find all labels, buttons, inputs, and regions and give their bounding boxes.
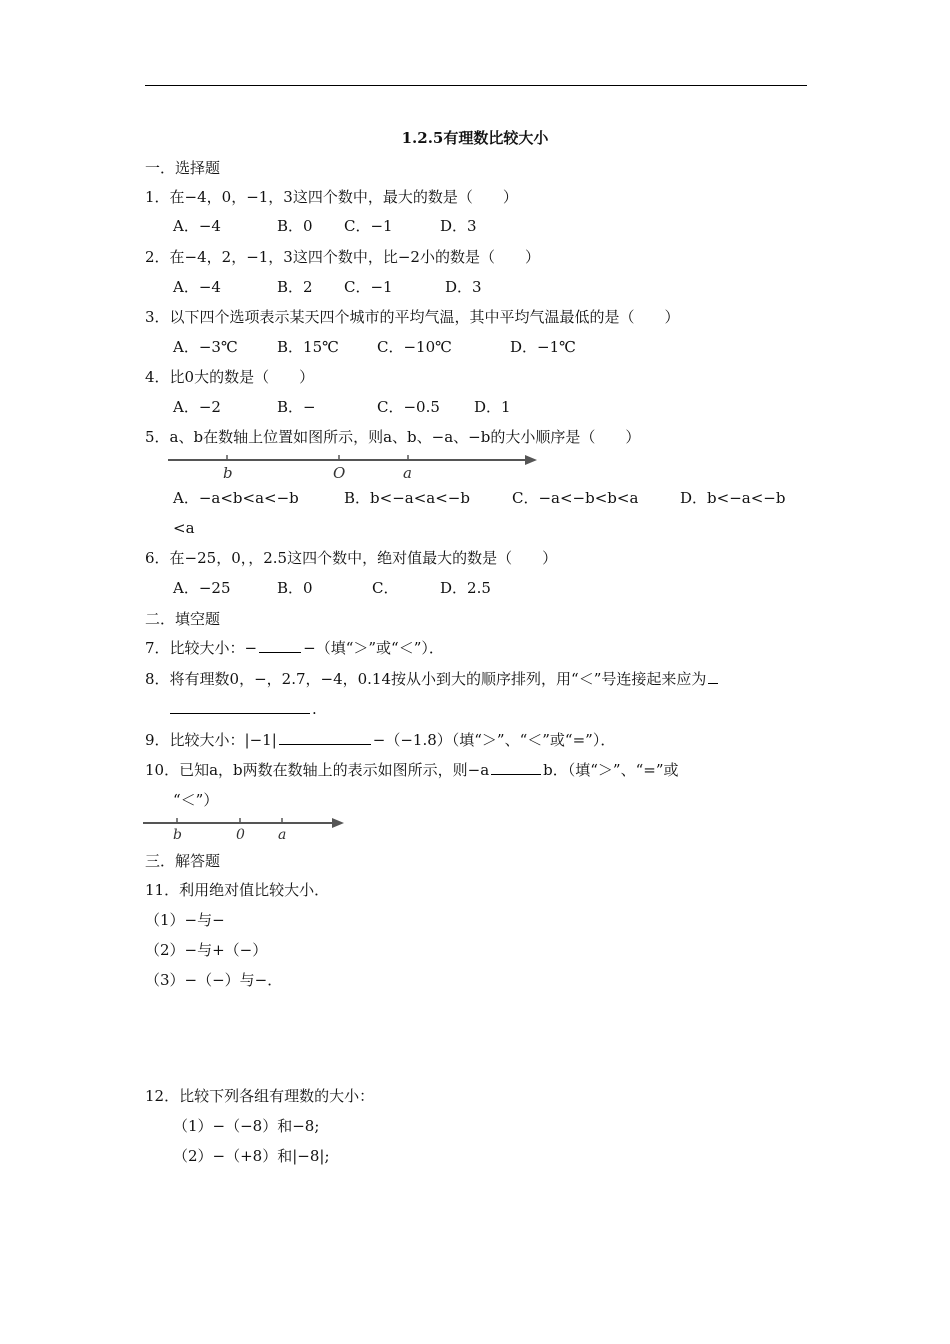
q5-option-b: B．b<−a<a<−b [344, 489, 470, 507]
q7-pre: 7．比较大小：− [145, 639, 258, 657]
q10-number-line [140, 812, 350, 842]
q11-stem: 11．利用绝对值比较大小． [145, 881, 330, 899]
q2-option-b: B．2 [277, 278, 313, 296]
q4-option-a: A．−2 [173, 398, 221, 416]
q11-part-1: （1）−与− [145, 911, 225, 929]
q6-option-b: B．0 [277, 579, 313, 597]
q7-answer-blank[interactable] [259, 638, 301, 653]
q4-option-b: B．− [277, 398, 316, 416]
q12-stem: 12．比较下列各组有理数的大小： [145, 1087, 375, 1105]
q8-line1 [145, 669, 720, 689]
q10-line2: “＜”） [173, 791, 219, 809]
q6-option-d: D．2.5 [440, 579, 491, 597]
q7-post: −（填“＞”或“＜”）． [303, 639, 444, 657]
page-title: 1.2.5有理数比较大小 [401, 129, 549, 147]
q1-option-d: D．3 [440, 217, 477, 235]
q12-part-2: （2）−（+8）和|−8|; [173, 1147, 330, 1165]
q11-part-2: （2）−与+（−） [145, 941, 268, 959]
q10-post: b．（填“＞”、“=”或 [543, 761, 679, 779]
q8-answer-blank[interactable] [170, 699, 310, 714]
q10 [145, 760, 679, 780]
q11-part-3: （3）−（−）与−． [145, 971, 283, 989]
q5-option-d-wrap: <a [173, 519, 195, 537]
header-rule [145, 85, 807, 86]
q2-stem: 2．在−4，2，−1，3这四个数中，比−2小的数是（ ） [145, 248, 540, 266]
q4-stem: 4．比0大的数是（ ） [145, 368, 315, 386]
q8-text: 8．将有理数0，−，2.7，−4，0.14按从小到大的顺序排列，用“＜”号连接起来应为 [145, 670, 707, 688]
q10-pre: 10．已知a，b两数在数轴上的表示如图所示，则−a [145, 761, 490, 779]
q1-option-b: B．0 [277, 217, 313, 235]
q4-option-d: D．1 [474, 398, 511, 416]
q5-option-d: D．b<−a<−b [680, 489, 786, 507]
q9-answer-blank[interactable] [279, 730, 371, 745]
q7 [145, 638, 444, 658]
q10-axis-arrow [332, 818, 344, 828]
q5-label-a: a [403, 464, 412, 482]
q1-stem: 1．在−4，0，−1，3这四个数中，最大的数是（ ） [145, 188, 518, 206]
q6-stem: 6．在−25，0，，2.5这四个数中，绝对值最大的数是（ ） [145, 549, 558, 567]
q10-label-0: 0 [236, 827, 245, 842]
q10-label-b: b [173, 827, 182, 842]
q3-option-b: B．15℃ [277, 338, 339, 356]
q5-stem: 5．a、b在数轴上位置如图所示，则a、b、−a、−b的大小顺序是（ ） [145, 428, 641, 446]
q3-option-c: C．−10℃ [377, 338, 452, 356]
q5-option-a: A．−a<b<a<−b [173, 489, 299, 507]
section-answer: 三．解答题 [145, 852, 221, 870]
section-choice: 一．选择题 [145, 159, 221, 177]
q5-number-line [165, 450, 545, 482]
q2-option-d: D．3 [445, 278, 482, 296]
q10-label-a: a [278, 827, 287, 842]
q9-post: −（−1.8）（填“＞”、“＜”或“=”）． [372, 731, 616, 749]
q5-label-o: O [333, 464, 346, 482]
q8-line2 [170, 699, 317, 719]
q1-option-c: C．−1 [344, 217, 393, 235]
q5-label-b: b [223, 464, 233, 482]
q3-option-d: D．−1℃ [510, 338, 576, 356]
q4-option-c: C．−0.5 [377, 398, 440, 416]
q9 [145, 730, 615, 750]
q2-option-c: C．−1 [344, 278, 393, 296]
q5-axis-arrow [525, 455, 537, 465]
q9-pre: 9．比较大小：|−1| [145, 731, 277, 749]
q6-option-a: A．−25 [173, 579, 231, 597]
q3-stem: 3．以下四个选项表示某天四个城市的平均气温，其中平均气温最低的是（ ） [145, 308, 680, 326]
q10-answer-blank[interactable] [491, 760, 541, 775]
q8-end: . [312, 700, 317, 718]
q3-option-a: A．−3℃ [173, 338, 238, 356]
q12-part-1: （1）−（−8）和−8; [173, 1117, 320, 1135]
q8-blank-start[interactable] [708, 669, 718, 684]
q2-option-a: A．−4 [173, 278, 221, 296]
q1-option-a: A．−4 [173, 217, 221, 235]
q6-option-c: C． [372, 579, 399, 597]
q5-option-c: C．−a<−b<b<a [512, 489, 639, 507]
section-fill: 二．填空题 [145, 610, 221, 628]
